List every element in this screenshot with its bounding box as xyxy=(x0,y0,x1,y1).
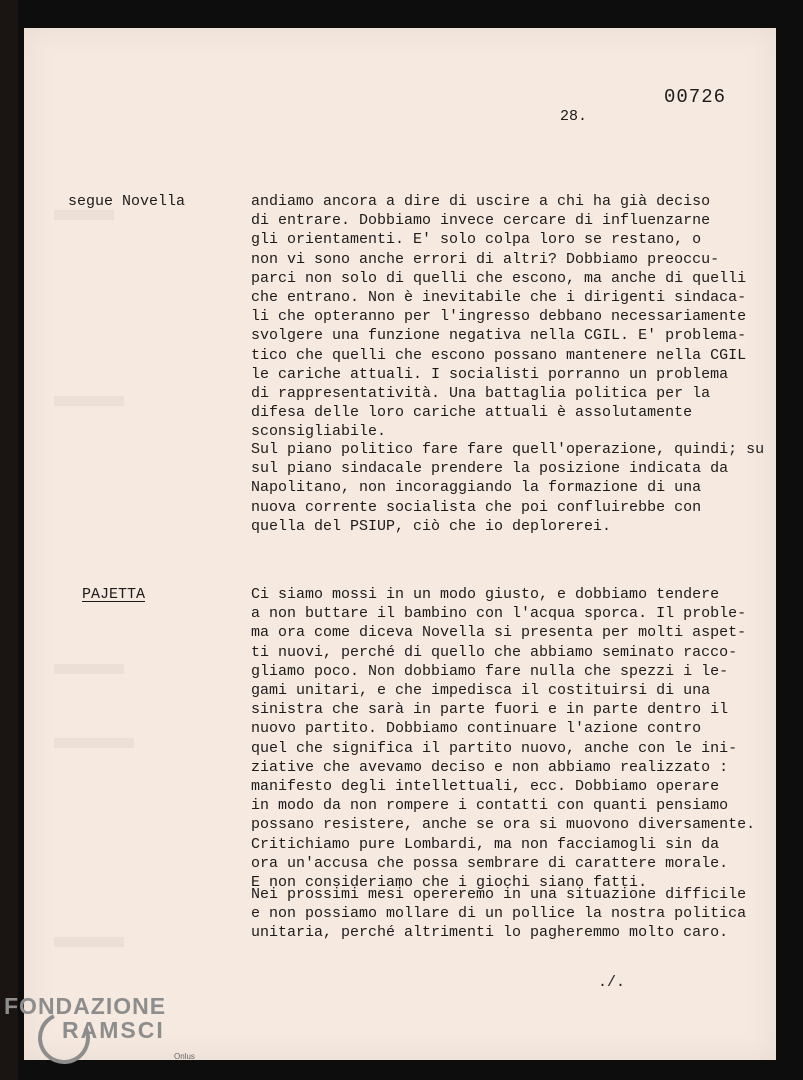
text-line: svolgere una funzione negativa nella CGIL. E' problema- xyxy=(251,327,747,345)
speaker-name: PAJETTA xyxy=(82,586,146,603)
text-line: gli orientamenti. E' solo colpa loro se restano, o xyxy=(251,231,702,249)
paragraph xyxy=(251,885,781,943)
text-line: che entrano. Non è inevitabile che i dirigenti sindaca- xyxy=(251,289,747,307)
text-line: Nei prossimi mesi opereremo in una situazione difficile xyxy=(251,886,747,903)
text-line: Ci siamo mossi in un modo giusto, e dobbiamo tendere xyxy=(251,586,720,603)
text-line: gliamo poco. Non dobbiamo fare nulla che spezzi i le- xyxy=(251,662,729,680)
text-line: manifesto degli intellettuali, ecc. Dobbiamo operare xyxy=(251,778,720,796)
text-line: Sul piano politico fare fare quell'operazione, quindi; su xyxy=(251,441,765,458)
text-line: nuova corrente socialista che poi confluirebbe con xyxy=(251,498,702,516)
text-line: sinistra che sarà in parte fuori e in parte dentro il xyxy=(251,701,729,719)
text-line: possano resistere, anche se ora si muovono diversamente. xyxy=(251,816,756,834)
paragraph xyxy=(251,585,781,892)
text-line: quel che significa il partito nuovo, anche con le ini- xyxy=(251,739,738,757)
text-line: non vi sono anche errori di altri? Dobbiamo preoccu- xyxy=(251,250,720,268)
text-line: Napolitano, non incoraggiando la formazione di una xyxy=(251,479,702,497)
scanner-edge xyxy=(0,0,18,1080)
bleed-through xyxy=(54,210,114,220)
speaker-name: segue Novella xyxy=(68,193,186,210)
text-line: Critichiamo pure Lombardi, ma non facciamogli sin da xyxy=(251,835,720,853)
bleed-through xyxy=(54,738,134,748)
text-line: sconsigliabile. xyxy=(251,423,387,441)
text-line: unitaria, perché altrimenti lo pagheremmo molto caro. xyxy=(251,924,729,942)
fondazione-gramsci-watermark xyxy=(4,993,195,1061)
text-line: nuovo partito. Dobbiamo continuare l'azione contro xyxy=(251,720,702,738)
page-number: 28. xyxy=(560,108,588,125)
text-line: e non possiamo mollare di un pollice la nostra politica xyxy=(251,905,747,923)
text-line: tico che quelli che escono possano mantenere nella CGIL xyxy=(251,346,747,364)
text-line: gami unitari, e che impedisca il costituirsi di una xyxy=(251,682,711,700)
document-number: 00726 xyxy=(664,86,727,108)
text-line: E non consideriamo che i giochi siano fatti. xyxy=(251,874,648,892)
watermark-line: FONDAZIONE xyxy=(4,993,167,1019)
text-line: in modo da non rompere i contatti con quanti pensiamo xyxy=(251,797,729,815)
bleed-through xyxy=(54,664,124,674)
text-line: quella del PSIUP, ciò che io deplorerei. xyxy=(251,517,612,535)
bleed-through xyxy=(54,937,124,947)
text-line: le cariche attuali. I socialisti porranno un problema xyxy=(251,365,729,383)
text-line: li che opteranno per l'ingresso debbano necessariamente xyxy=(251,308,747,326)
watermark-line: RAMSCI xyxy=(62,1017,165,1043)
text-line: ziative che avevamo deciso e non abbiamo realizzato : xyxy=(251,758,729,776)
text-line: ma ora come diceva Novella si presenta per molti aspet- xyxy=(251,624,747,642)
text-line: ora un'accusa che possa sembrare di carattere morale. xyxy=(251,854,729,872)
text-line: andiamo ancora a dire di uscire a chi ha già deciso xyxy=(251,193,711,210)
paragraph xyxy=(251,440,781,536)
paragraph xyxy=(251,192,781,442)
text-line: sul piano sindacale prendere la posizione indicata da xyxy=(251,460,729,478)
text-line: di rappresentatività. Una battaglia politica per la xyxy=(251,385,711,403)
text-line: ti nuovi, perché di quello che abbiamo seminato racco- xyxy=(251,643,738,661)
bleed-through xyxy=(54,396,124,406)
text-line: di entrare. Dobbiamo invece cercare di influenzarne xyxy=(251,212,711,230)
text-line: parci non solo di quelli che escono, ma anche di quelli xyxy=(251,269,747,287)
continuation-mark: ./. xyxy=(598,974,626,991)
text-line: difesa delle loro cariche attuali è assolutamente xyxy=(251,404,693,422)
text-line: a non buttare il bambino con l'acqua sporca. Il proble- xyxy=(251,605,747,623)
watermark-line: Onlus xyxy=(174,1052,195,1061)
